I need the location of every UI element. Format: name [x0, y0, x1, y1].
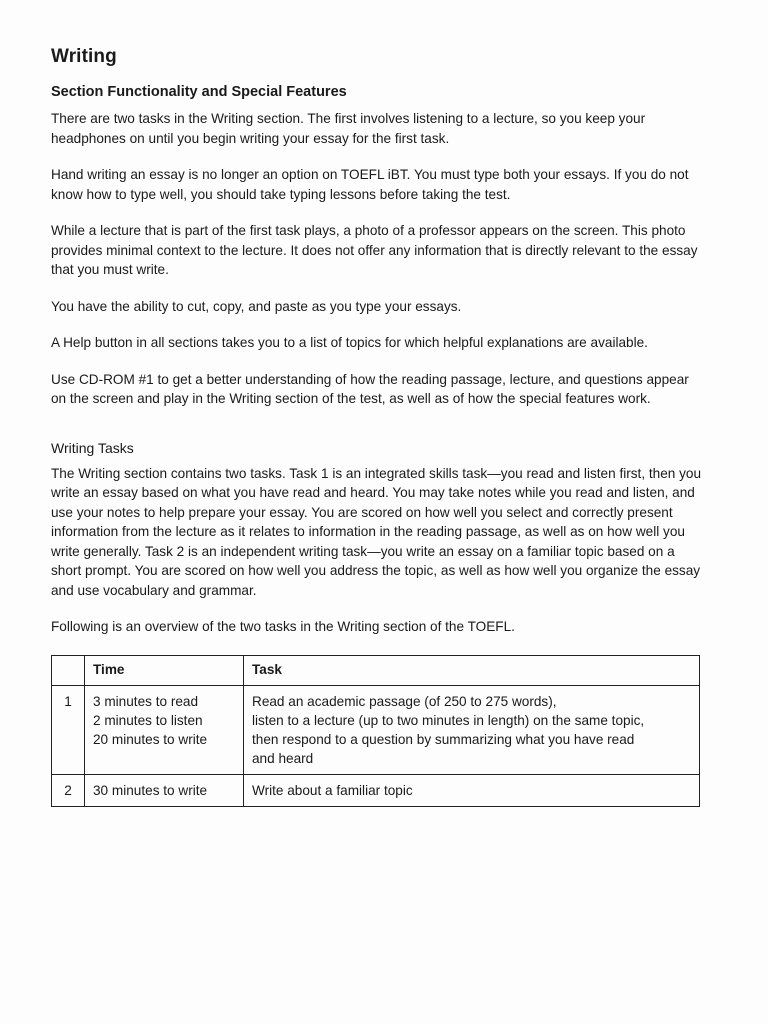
table-header-row	[52, 655, 700, 685]
task-line: listen to a lecture (up to two minutes in length) on the same topic,	[252, 712, 645, 728]
tasks-table	[51, 655, 700, 807]
time-line: 30 minutes to write	[93, 782, 208, 798]
row-time	[85, 685, 244, 774]
table-row	[52, 774, 700, 806]
table-row	[52, 685, 700, 774]
header-number	[52, 655, 85, 685]
paragraph-writing-tasks: The Writing section contains two tasks. Task 1 is an integrated skills task—you read and listen first, then you write an essay based on what you have read and heard. You may take notes while you read and listen, and use your notes to help prepare your essay. You are scored on how well you select and correctly present information from the lecture as it relates to information in the reading passage, as well as on how well you write generally. Task 2 is an independent writing task—you write an essay on a familiar topic based on a short prompt. You are scored on how well you address the topic, as well as how well you organize the essay and use vocabulary and grammar.	[51, 465, 702, 598]
paragraph-lecture-photo: While a lecture that is part of the first task plays, a photo of a professor appears on the screen. This photo provides minimal context to the lecture. It does not offer any information that is directly relevant to the essay that you must write.	[51, 223, 698, 277]
paragraph-tasks-intro: There are two tasks in the Writing section. The first involves listening to a lecture, so you keep your headphones on until you begin writing your essay for the first task.	[51, 111, 646, 146]
row-time	[85, 774, 244, 806]
task-line: then respond to a question by summarizing what you have read	[252, 731, 635, 747]
time-line: 2 minutes to listen	[93, 712, 203, 728]
page-title: Writing	[51, 46, 117, 67]
task-line: and heard	[252, 750, 314, 766]
header-task: Task	[244, 655, 700, 685]
row-number: 1	[52, 685, 85, 774]
time-line: 3 minutes to read	[93, 693, 199, 709]
row-task	[244, 685, 700, 774]
paragraph-help-button: A Help button in all sections takes you to a list of topics for which helpful explanations are available.	[51, 335, 648, 350]
section-heading-features: Section Functionality and Special Features	[51, 84, 347, 100]
task-line: Read an academic passage (of 250 to 275 words),	[252, 693, 557, 709]
paragraph-cut-copy-paste: You have the ability to cut, copy, and paste as you type your essays.	[51, 298, 462, 314]
paragraph-overview: Following is an overview of the two tasks in the Writing section of the TOEFL.	[51, 619, 515, 634]
time-line: 20 minutes to write	[93, 731, 208, 747]
paragraph-typing: Hand writing an essay is no longer an option on TOEFL iBT. You must type both your essays. If you do not know how to type well, you should take typing lessons before taking the test.	[51, 167, 689, 202]
paragraph-cd-rom: Use CD-ROM #1 to get a better understanding of how the reading passage, lecture, and questions appear on the screen and play in the Writing section of the test, as well as of how the special features work.	[51, 371, 689, 406]
document-content	[51, 46, 706, 807]
row-number: 2	[52, 774, 85, 806]
section-heading-writing-tasks: Writing Tasks	[51, 439, 134, 456]
header-time: Time	[85, 655, 244, 685]
section-spacer	[51, 426, 706, 440]
row-task	[244, 774, 700, 806]
task-line: Write about a familiar topic	[252, 782, 413, 798]
